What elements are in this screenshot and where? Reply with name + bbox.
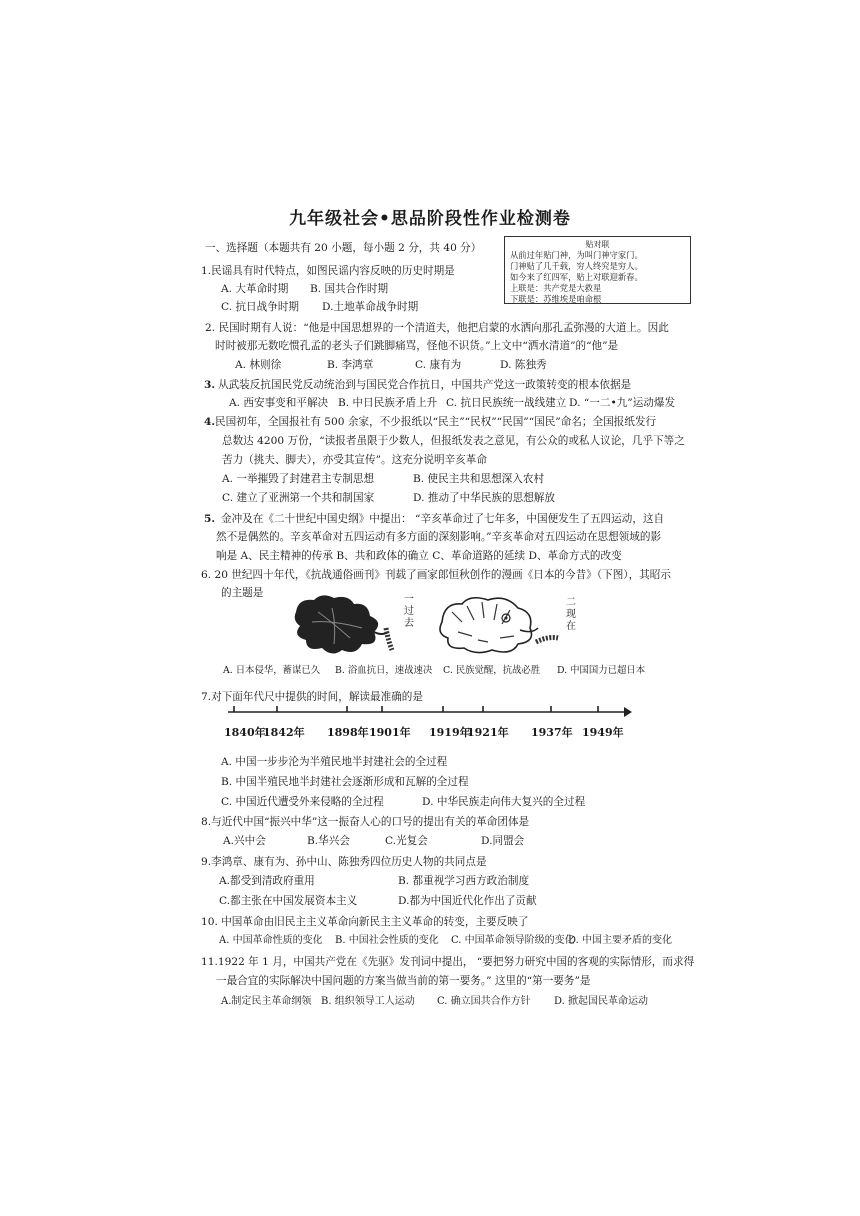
q2-option-a: A. 林则徐 — [235, 359, 282, 371]
q7-option-a: A. 中国一步步沦为半殖民地半封建社会的全过程 — [221, 756, 448, 768]
q2-option-b: B. 李鸿章 — [327, 359, 374, 371]
q8-option-a: A.兴中会 — [223, 835, 266, 847]
q11-option-b: B. 组织领导工人运动 — [321, 996, 415, 1007]
q9-option-a: A.都受到清政府重用 — [219, 875, 315, 887]
q8-option-d: D.同盟会 — [481, 835, 525, 847]
cartoon-label-present: 二现在 — [566, 597, 576, 632]
timeline-ruler — [222, 700, 634, 722]
q5-line-2: 然不是偶然的。辛亥革命对五四运动有多方面的深刻影响。”辛亥革命对五四运动在思想领域的影 — [216, 531, 662, 543]
q11-option-c: C. 确立国共合作方针 — [437, 996, 531, 1007]
q4-number: 4. — [204, 416, 216, 428]
q10-stem: 10. 中国革命由旧民主主义革命向新民主主义革命的转变，主要反映了 — [201, 916, 529, 928]
q2-line-2: 时时被那无数吃惯孔孟的老头子们跳脚痛骂，怪他不识货。”上文中“洒水清道”的“他”是 — [215, 340, 619, 352]
cartoon-image — [292, 592, 592, 658]
folk-rhyme-line: 从前过年贴门神，为叫门神守家门。 — [510, 250, 643, 260]
q3-stem: 从武装反抗国民党反动统治到与国民党合作抗日，中国共产党这一政策转变的根本依据是 — [218, 379, 632, 391]
q7-option-d: D. 中华民族走向伟大复兴的全过程 — [422, 796, 586, 808]
q5-line-1: 金冲及在《二十世纪中国史纲》中提出： “辛亥革命过了七年多，中国便发生了五四运动，这自 — [221, 513, 665, 525]
q4-option-b: B. 使民主共和思想深入农村 — [413, 473, 545, 485]
timeline-year: 1937年 — [531, 726, 573, 739]
q8-option-b: B.华兴会 — [307, 835, 350, 847]
q6-line-1: 6. 20 世纪四十年代，《抗战通俗画刊》刊载了画家郎恒秋创作的漫画《日本的今昔》（下图），其昭示 — [201, 569, 671, 581]
q5-number: 5. — [204, 513, 216, 525]
section-heading: 一、选择题（本题共有 20 小题，每小题 2 分，共 40 分） — [205, 242, 482, 254]
q11-option-a: A.制定民主革命纲领 — [221, 996, 312, 1007]
q10-option-a: A. 中国革命性质的变化 — [219, 935, 323, 946]
q1-option-b: B. 国共合作时期 — [310, 283, 389, 295]
page-title: 九年级社会•思品阶段性作业检测卷 — [289, 209, 571, 229]
q2-line-1: 2. 民国时期有人说：“他是中国思想界的一个清道夫，他把启蒙的水洒向那孔孟弥漫的大道上。因此 — [205, 322, 669, 334]
timeline-year: 1842年 — [263, 726, 305, 739]
q7-option-c: C. 中国近代遭受外来侵略的全过程 — [221, 796, 384, 808]
cartoon-label-past: 一过去 — [404, 594, 414, 629]
q6-option-d: D. 中国国力已超日本 — [557, 665, 646, 676]
q11-line-1: 11.1922 年 1 月，中国共产党在《先驱》发刊词中提出， “要把努力研究中国的客观的实际情形，而求得 — [201, 956, 695, 968]
folk-rhyme-line: 下联是：苏维埃是咱命根 — [510, 294, 602, 304]
q6-option-c: C. 民族觉醒，抗战必胜 — [443, 665, 541, 676]
q8-stem: 8.与近代中国“振兴中华”这一振奋人心的口号的提出有关的革命团体是 — [201, 816, 530, 828]
folk-rhyme-line: 门神贴了几千载，穷人终究是穷人。 — [510, 261, 643, 271]
q3-option-d: D. “一二•九”运动爆发 — [569, 397, 676, 409]
q1-stem: 1.民谣具有时代特点，如图民谣内容反映的历史时期是 — [201, 265, 455, 277]
timeline-year: 1921年 — [467, 726, 509, 739]
q9-option-d: D.都为中国近代化作出了贡献 — [398, 895, 537, 907]
q11-option-d: D. 掀起国民革命运动 — [554, 996, 649, 1007]
q1-option-a: A. 大革命时期 — [221, 283, 289, 295]
q3-option-b: B. 中日民族矛盾上升 — [338, 397, 438, 409]
leaf-illustration — [295, 595, 388, 653]
q6-option-a: A. 日本侵华，蓄谋已久 — [223, 665, 321, 676]
q1-option-d: D.土地革命战争时期 — [322, 301, 419, 313]
q3-option-c: C. 抗日民族统一战线建立 — [446, 397, 567, 409]
silkworm-illustration — [536, 638, 558, 643]
q3-option-a: A. 西安事变和平解决 — [229, 397, 329, 409]
folk-rhyme-box — [504, 236, 691, 304]
q6-option-b: B. 浴血抗日，速战速决 — [335, 665, 433, 676]
q4-line-1: 民国初年，全国报社有 500 余家，不少报纸以“民主”“民权”“民国”“国民”命名；全国报纸发行 — [215, 416, 657, 428]
q8-option-c: C.光复会 — [385, 835, 428, 847]
folk-rhyme-line: 上联是：共产党是大救星 — [510, 283, 602, 293]
timeline-year: 1901年 — [369, 726, 411, 739]
q10-option-d: D. 中国主要矛盾的变化 — [568, 935, 673, 946]
q7-option-b: B. 中国半殖民地半封建社会逐渐形成和瓦解的全过程 — [221, 776, 469, 788]
q4-option-a: A. 一举摧毁了封建君主专制思想 — [222, 473, 375, 485]
monster-illustration — [440, 598, 538, 653]
timeline-arrow — [624, 707, 632, 717]
q4-line-3: 苦力（挑夫、脚夫），亦受其宣传”。这充分说明辛亥革命 — [222, 454, 487, 466]
q11-line-2: 一最合宜的实际解决中国问题的方案当做当前的第一要务。” 这里的“第一要务”是 — [216, 975, 591, 987]
folk-rhyme-title: 贴对联 — [585, 240, 610, 249]
q9-option-c: C.都主张在中国发展资本主义 — [219, 895, 358, 907]
q9-option-b: B. 都重视学习西方政治制度 — [398, 875, 530, 887]
q4-option-d: D. 推动了中华民族的思想解放 — [413, 492, 555, 504]
q10-option-c: C. 中国革命领导阶级的变化 — [451, 935, 575, 946]
timeline-year: 1840年 — [224, 726, 266, 739]
timeline-year: 1919年 — [429, 726, 471, 739]
q3-number: 3. — [204, 379, 216, 391]
silkworm-illustration — [386, 628, 392, 650]
q10-option-b: B. 中国社会性质的变化 — [335, 935, 439, 946]
timeline-year: 1898年 — [327, 726, 369, 739]
q5-line-3: 响是 A、民主精神的传承 B、共和政体的确立 C、革命道路的延续 D、革命方式的改变 — [216, 550, 622, 562]
q2-option-d: D. 陈独秀 — [500, 359, 547, 371]
q4-option-c: C. 建立了亚洲第一个共和制国家 — [222, 492, 375, 504]
q9-stem: 9.李鸿章、康有为、孙中山、陈独秀四位历史人物的共同点是 — [201, 856, 487, 868]
q2-option-c: C. 康有为 — [415, 359, 462, 371]
q6-line-2: 的主题是 — [221, 587, 264, 599]
q4-line-2: 总数达 4200 万份，“读报者虽限于少数人，但报纸发表之意见，有公众的或私人议论，几乎下等之 — [222, 435, 685, 447]
q1-option-c: C. 抗日战争时期 — [221, 301, 300, 313]
q7-stem: 7.对下面年代尺中提供的时间，解读最准确的是 — [201, 691, 423, 703]
timeline-year: 1949年 — [582, 726, 624, 739]
folk-rhyme-line: 如今来了红四军，贴上对联迎新春。 — [510, 272, 643, 282]
